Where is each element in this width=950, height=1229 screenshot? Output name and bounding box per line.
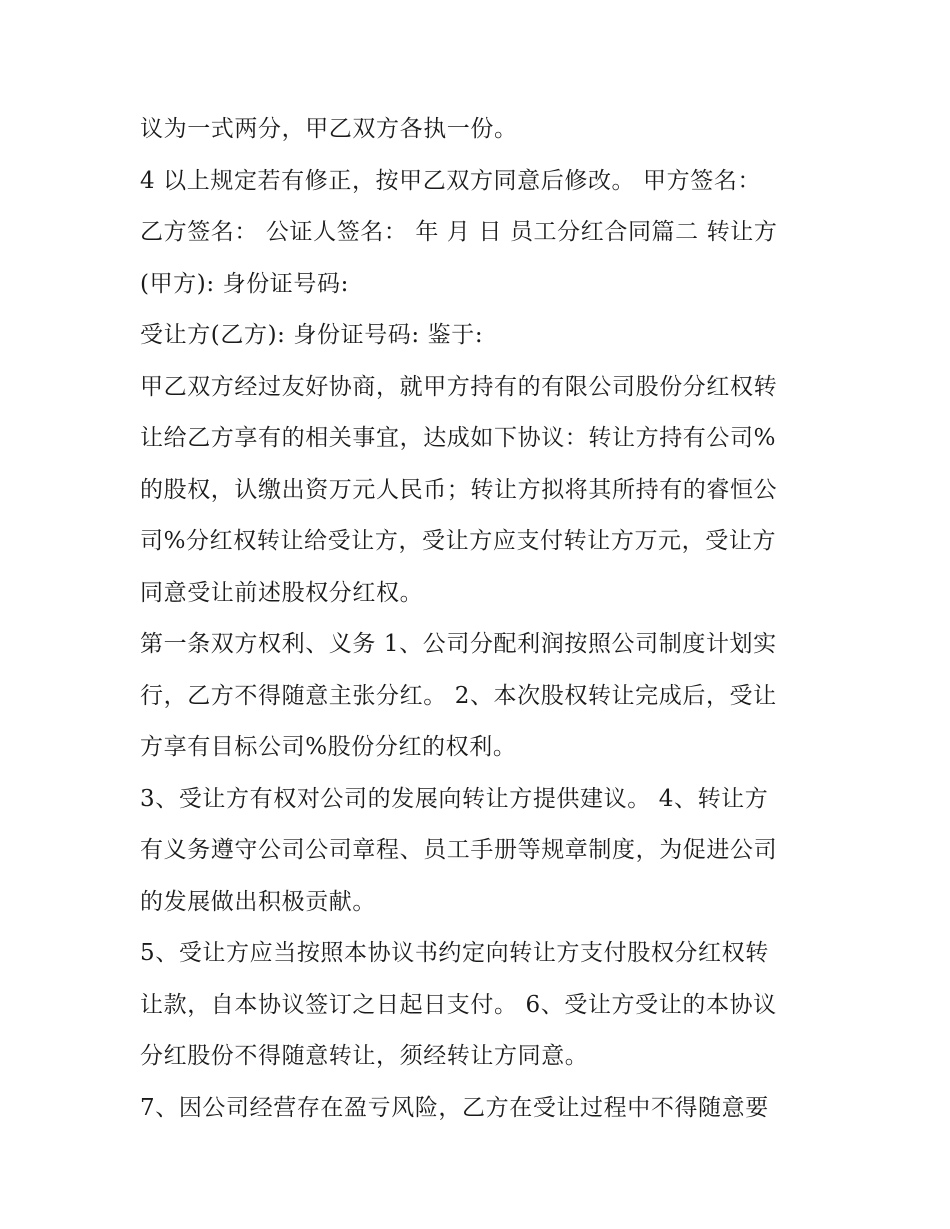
text-line: 有义务遵守公司公司章程、员工手册等规章制度，为促进公司 — [140, 837, 778, 863]
text-line: 同意受让前述股权分红权。 — [140, 579, 424, 606]
text-line: (甲方): 身份证号码: — [140, 270, 349, 297]
text-line: 让款，自本协议签订之日起日支付。 6、受让方受让的本协议 — [140, 991, 777, 1018]
text-line: 第一条双方权利、义务 1、公司分配利润按照公司制度计划实 — [140, 631, 777, 657]
text-line: 4 以上规定若有修正，按甲乙双方同意后修改。 甲方签名： — [140, 167, 762, 194]
text-line: 的发展做出积极贡献。 — [140, 888, 376, 915]
text-line: 行，乙方不得随意主张分红。 2、本次股权转让完成后，受让 — [140, 682, 777, 709]
text-line: 的股权，认缴出资万元人民币；转让方拟将其所持有的睿恒公 — [140, 476, 778, 503]
text-line: 议为一式两分，甲乙双方各执一份。 — [140, 116, 518, 142]
text-line: 方享有目标公司%股份分红的权利。 — [140, 734, 517, 760]
text-line: 受让方(乙方): 身份证号码: 鉴于: — [140, 322, 484, 348]
contract-text-body — [140, 108, 820, 1138]
text-line: 甲乙双方经过友好协商，就甲方持有的有限公司股份分红权转 — [140, 373, 778, 400]
text-line: 让给乙方享有的相关事宜，达成如下协议：转让方持有公司% — [140, 425, 777, 451]
text-line: 分红股份不得随意转让，须经转让方同意。 — [140, 1043, 589, 1069]
text-line: 司%分红权转让给受让方，受让方应支付转让方万元，受让方 — [140, 528, 777, 554]
text-line: 3、受让方有权对公司的发展向转让方提供建议。 4、转让方 — [140, 785, 769, 812]
text-line: 7、因公司经营存在盈亏风险，乙方在受让过程中不得随意要 — [140, 1094, 769, 1121]
text-line: 乙方签名： 公证人签名： 年 月 日 员工分红合同篇二 转让方 — [140, 219, 778, 245]
text-line: 5、受让方应当按照本协议书约定向转让方支付股权分红权转 — [140, 940, 769, 966]
